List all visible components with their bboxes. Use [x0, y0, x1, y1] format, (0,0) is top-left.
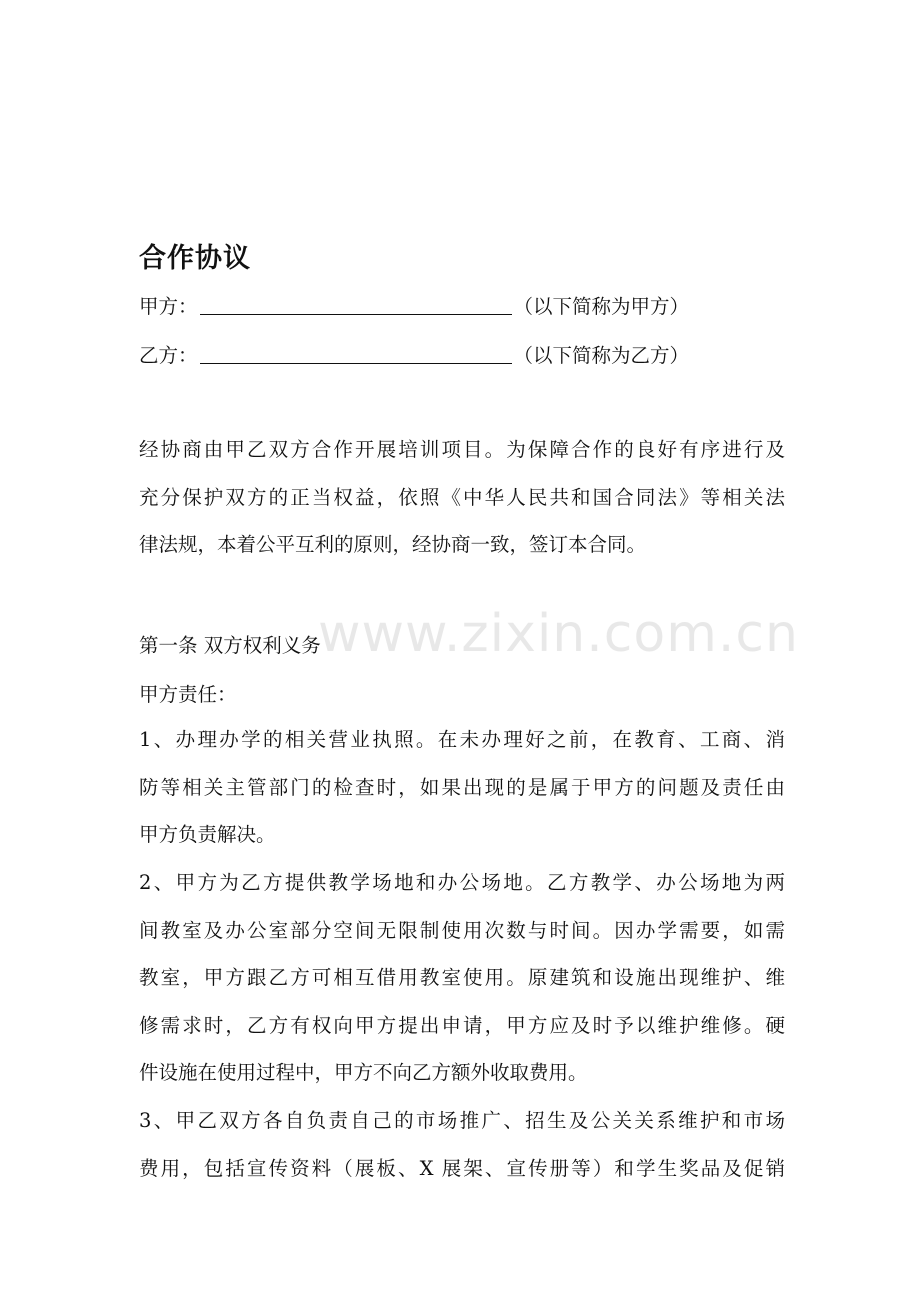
- item-1-line: 防等相关主管部门的检查时，如果出现的是属于甲方的问题及责任由: [139, 775, 785, 799]
- item-3-line: 费用，包括宣传资料（展板、X 展架、宣传册等）和学生奖品及促销: [139, 1156, 785, 1180]
- item-3-line: 3、甲乙双方各自负责自己的市场推广、招生及公关关系维护和市场: [139, 1109, 785, 1132]
- item-1-line: 1、办理办学的相关营业执照。在未办理好之前，在教育、工商、消: [139, 728, 785, 751]
- item-1-paragraph: [139, 716, 785, 859]
- intro-line: 充分保护双方的正当权益，依照《中华人民共和国合同法》等相关法: [139, 485, 785, 509]
- party-a-suffix: （以下简称为甲方）: [513, 295, 690, 318]
- party-a-duty-heading: 甲方责任：: [139, 683, 237, 706]
- intro-paragraph: [139, 426, 785, 569]
- item-2-line: 修需求时，乙方有权向甲方提出申请，甲方应及时予以维护维修。硬: [139, 1013, 785, 1037]
- item-3-paragraph: [139, 1097, 785, 1192]
- item-2-line: 教室，甲方跟乙方可相互借用教室使用。原建筑和设施出现维护、维: [139, 966, 785, 989]
- watermark: www.zixin.com.cn: [318, 604, 799, 664]
- document-title: 合作协议: [139, 243, 251, 274]
- party-b-suffix: （以下简称为乙方）: [513, 344, 690, 367]
- item-2-line: 2、甲方为乙方提供教学场地和办公场地。乙方教学、办公场地为两: [139, 871, 785, 894]
- party-b-blank: [200, 341, 512, 364]
- intro-line: 经协商由甲乙双方合作开展培训项目。为保障合作的良好有序进行及: [139, 438, 785, 461]
- party-b-label: 乙方：: [139, 344, 198, 367]
- party-a-line: [139, 291, 689, 319]
- article-1-heading: 第一条 双方权利义务: [139, 634, 321, 657]
- item-2-line: 间教室及办公室部分空间无限制使用次数与时间。因办学需要，如需: [139, 918, 785, 942]
- party-b-line: [139, 340, 689, 368]
- party-a-blank: [200, 292, 512, 315]
- intro-line: 律法规，本着公平互利的原则，经协商一致，签订本合同。: [139, 533, 647, 556]
- party-a-label: 甲方：: [139, 295, 198, 318]
- item-2-paragraph: [139, 859, 785, 1097]
- item-1-line: 甲方负责解决。: [139, 823, 276, 846]
- item-2-line: 件设施在使用过程中，甲方不向乙方额外收取费用。: [139, 1061, 588, 1084]
